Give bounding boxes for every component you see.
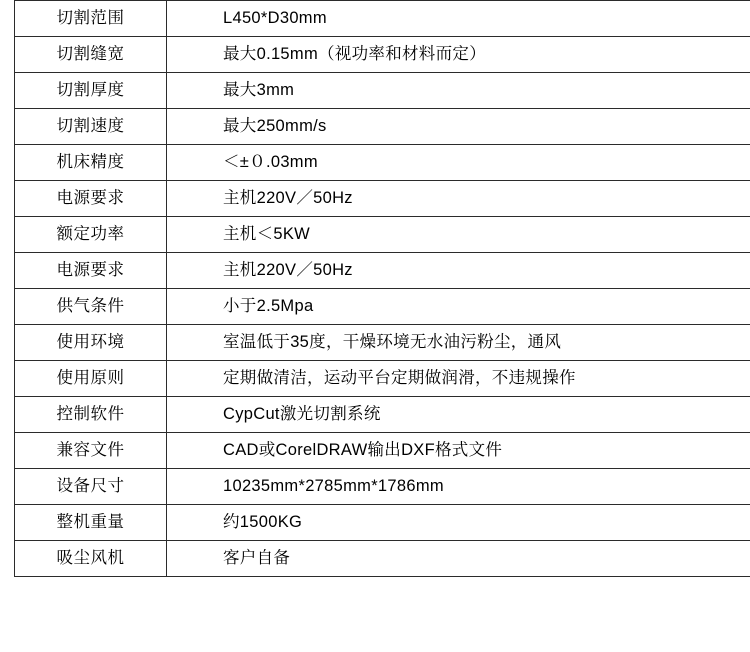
spec-label: 控制软件 — [15, 397, 167, 433]
table-row — [15, 253, 750, 289]
spec-value: 最大3mm — [167, 73, 750, 109]
table-row — [15, 289, 750, 325]
specifications-table — [14, 0, 750, 577]
spec-value: 主机220V／50Hz — [167, 181, 750, 217]
spec-value: 定期做清洁，运动平台定期做润滑，不违规操作 — [167, 361, 750, 397]
table-row — [15, 73, 750, 109]
spec-label: 切割范围 — [15, 1, 167, 37]
spec-value: 主机220V／50Hz — [167, 253, 750, 289]
spec-label: 使用环境 — [15, 325, 167, 361]
spec-value: 最大250mm/s — [167, 109, 750, 145]
table-row — [15, 109, 750, 145]
spec-label: 电源要求 — [15, 253, 167, 289]
table-row — [15, 325, 750, 361]
spec-label: 设备尺寸 — [15, 469, 167, 505]
table-row — [15, 469, 750, 505]
table-row — [15, 433, 750, 469]
table-row — [15, 397, 750, 433]
spec-label: 机床精度 — [15, 145, 167, 181]
spec-value: 室温低于35度，干燥环境无水油污粉尘，通风 — [167, 325, 750, 361]
spec-label: 吸尘风机 — [15, 541, 167, 577]
specifications-table-body — [15, 1, 750, 577]
table-row — [15, 1, 750, 37]
table-row — [15, 181, 750, 217]
spec-value: CAD或CorelDRAW输出DXF格式文件 — [167, 433, 750, 469]
table-row — [15, 505, 750, 541]
spec-value: ＜±０.03mm — [167, 145, 750, 181]
spec-label: 额定功率 — [15, 217, 167, 253]
spec-value: 最大0.15mm（视功率和材料而定） — [167, 37, 750, 73]
spec-value: 客户自备 — [167, 541, 750, 577]
spec-value: CypCut激光切割系统 — [167, 397, 750, 433]
table-row — [15, 37, 750, 73]
spec-label: 切割速度 — [15, 109, 167, 145]
table-row — [15, 361, 750, 397]
spec-value: 10235mm*2785mm*1786mm — [167, 469, 750, 505]
spec-label: 电源要求 — [15, 181, 167, 217]
spec-label: 切割缝宽 — [15, 37, 167, 73]
spec-label: 供气条件 — [15, 289, 167, 325]
table-row — [15, 541, 750, 577]
spec-label: 整机重量 — [15, 505, 167, 541]
table-row — [15, 217, 750, 253]
spec-value: 约1500KG — [167, 505, 750, 541]
spec-value: 小于2.5Mpa — [167, 289, 750, 325]
spec-label: 兼容文件 — [15, 433, 167, 469]
spec-value: 主机＜5KW — [167, 217, 750, 253]
spec-label: 切割厚度 — [15, 73, 167, 109]
spec-label: 使用原则 — [15, 361, 167, 397]
spec-value: L450*D30mm — [167, 1, 750, 37]
table-row — [15, 145, 750, 181]
